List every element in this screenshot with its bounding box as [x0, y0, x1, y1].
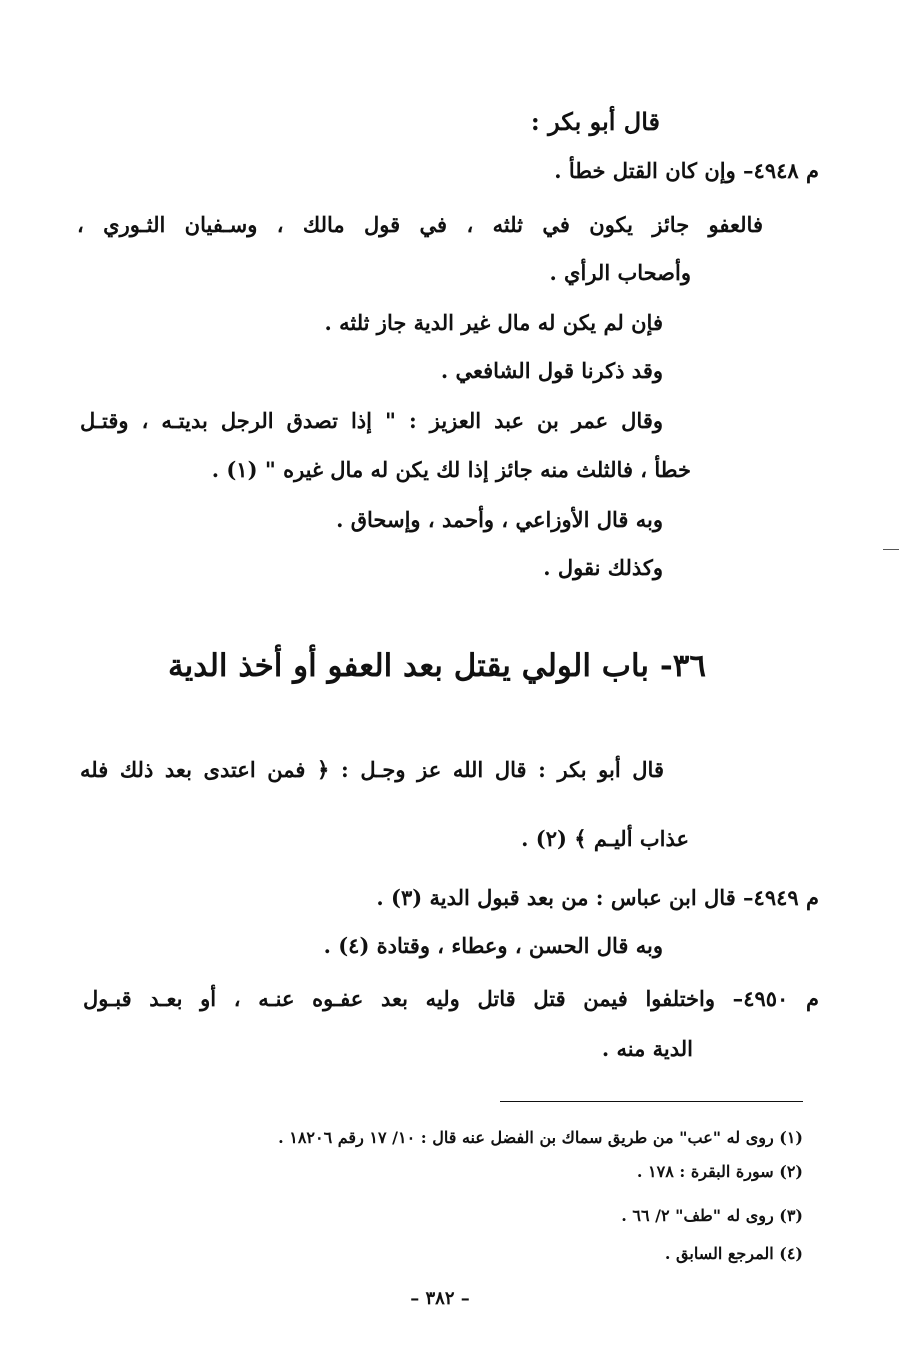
- item-4948: م ٤٩٤٨– وإن كان القتل خطأ .: [554, 158, 819, 183]
- paragraph-hasan: وبه قال الحسن ، وعطاء ، وقتادة (٤) .: [323, 933, 663, 958]
- item-4950-line-2: الدية منه .: [601, 1036, 693, 1061]
- item-4950-line-1: م ٤٩٥٠– واختلفوا فيمن قتل قاتل وليه بعد عفـوه عنـه ، أو بعـد قبـول: [83, 986, 819, 1011]
- section-intro-abu-bakr: قال أبو بكر :: [530, 107, 660, 136]
- footnote-1: (١) روى له "عب" من طريق سماك بن الفضل عنه قال : ١٠/ ١٧ رقم ١٨٢٠٦ .: [278, 1128, 803, 1147]
- section-2-intro-line-2: عذاب أليـم ﴾ (٢) .: [521, 826, 689, 851]
- paragraph-awzai: وبه قال الأوزاعي ، وأحمد ، وإسحاق .: [336, 507, 663, 532]
- footnote-separator: [500, 1101, 803, 1102]
- paragraph-pardon-line-1: فالعفو جائز يكون في ثلثه ، في قول مالك ، وسـفيان الثـوري ،: [77, 212, 763, 237]
- footnote-2: (٢) سورة البقرة : ١٧٨ .: [636, 1162, 803, 1181]
- paragraph-shafii: وقد ذكرنا قول الشافعي .: [440, 358, 663, 383]
- chapter-heading: ٣٦- باب الولي يقتل بعد العفو أو أخذ الدية: [167, 648, 706, 684]
- footnote-3: (٣) روى له "طف" ٢/ ٦٦ .: [621, 1206, 803, 1225]
- footnote-4: (٤) المرجع السابق .: [664, 1244, 803, 1263]
- page-number: – ٣٨٢ –: [410, 1288, 470, 1309]
- paragraph-umar-line-1: وقال عمر بن عبد العزيز : " إذا تصدق الرجل بديتـه ، وقتـل: [80, 408, 663, 433]
- paragraph-no-wealth: فإن لم يكن له مال غير الدية جاز ثلثه .: [324, 310, 663, 335]
- item-4949: م ٤٩٤٩– قال ابن عباس : من بعد قبول الدية (٣) .: [376, 885, 819, 910]
- paragraph-umar-line-2: خطأ ، فالثلث منه جائز إذا لك يكن له مال غيره " (١) .: [211, 457, 691, 482]
- paragraph-we-say: وكذلك نقول .: [543, 555, 663, 580]
- section-2-intro-line-1: قال أبو بكر : قال الله عز وجـل : ﴿ فمن اعتدى بعد ذلك فله: [80, 757, 664, 782]
- paragraph-pardon-line-2: وأصحاب الرأي .: [549, 260, 691, 285]
- margin-mark: [883, 549, 899, 550]
